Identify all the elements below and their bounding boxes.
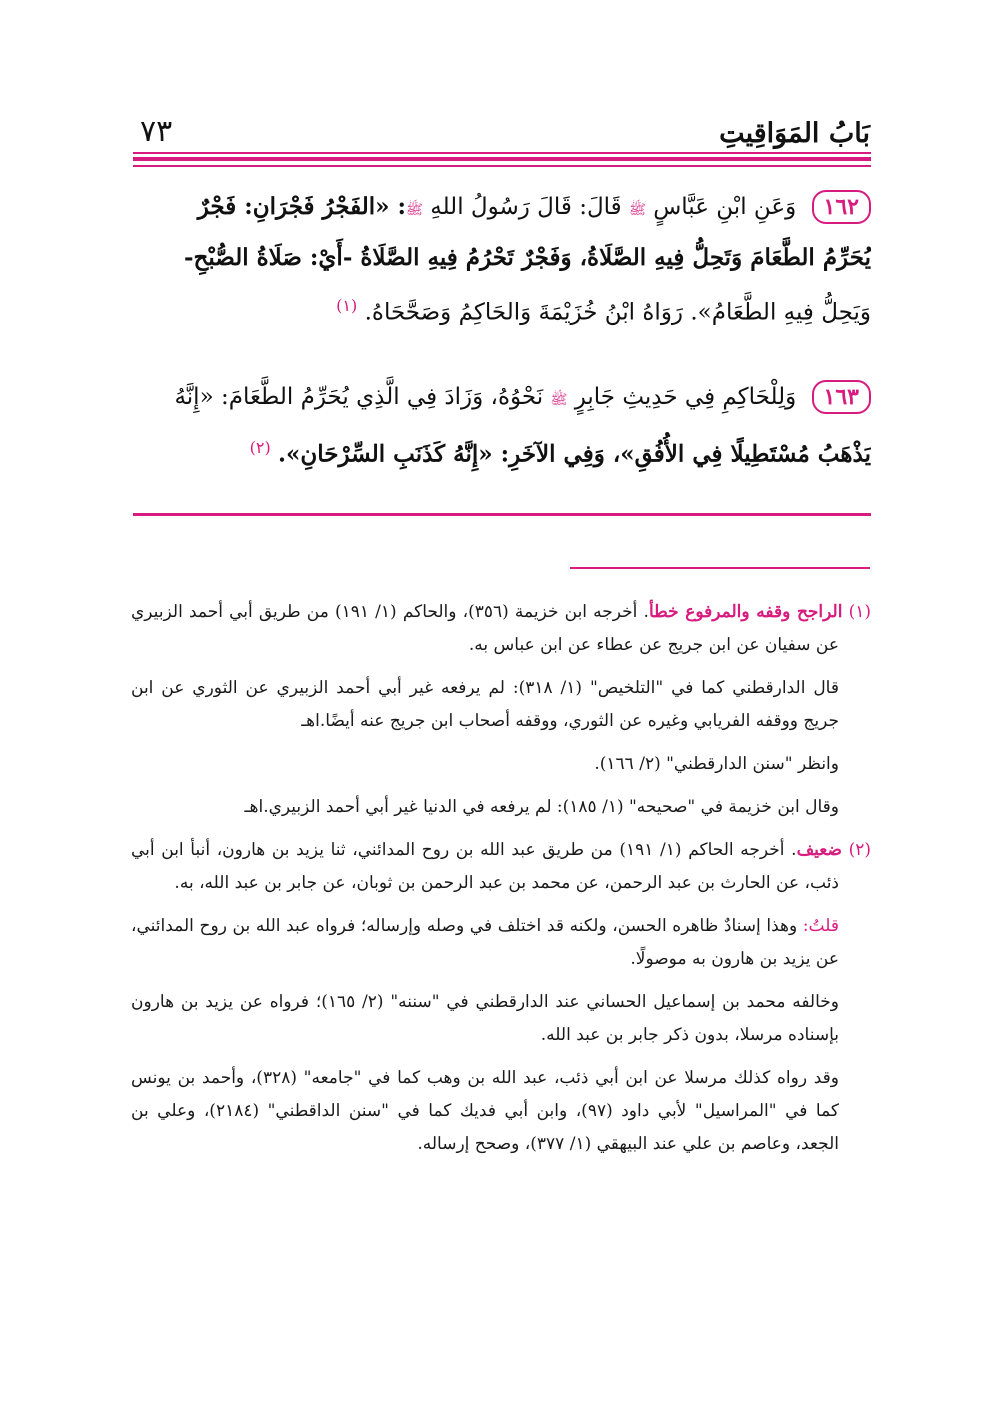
section-rule [133,513,871,516]
honorific-icon: ﷺ [550,392,568,408]
hadith-number-badge: ١٦٣ [812,380,871,414]
hadith-number-badge: ١٦٢ [812,190,871,224]
hadith-162 [133,183,871,337]
hadith-162-line-2: يُحَرِّمُ الطَّعَامَ وَتَحِلُّ فِيهِ الصَّلَاةُ، وَفَجْرٌ تَحْرُمُ فِيهِ الصَّلَاةُ -أَيْ: صَلَاةُ الصُّبْحِ- [183,244,871,271]
footnote-2-number: (٢) [848,840,871,860]
header-rule-bottom [133,165,871,167]
footnote-2-verdict: ضعيف [796,840,842,860]
header-rule-top [133,152,871,154]
hadith-text: قَالَ: قَالَ رَسُولُ اللهِ [430,194,622,220]
page-number: ٧٣ [140,114,173,149]
footnote-2-para-4: وقد رواه كذلك مرسلا عن ابن أبي ذئب، عبد الله بن وهب كما في "جامعه" (٣٢٨)، وأحمد بن يونس كما في "المراسيل" لأبي داود (٩٧)، وابن أبي فديك كما في "سنن الداقطني" (٢١٨٤)، وعلي بن الجعد، وعاصم بن علي عند البيهقي (١/ ٣٧٧)، وصحح إرساله. [131,1068,839,1154]
footnote-ref-2[interactable]: (٢) [249,438,271,457]
hadith-162-line-3 [133,282,871,337]
honorific-prophet-icon: ﷺ [406,202,423,218]
footnote-1-para-3: وانظر "سنن الدارقطني" (٢/ ١٦٦). [594,754,839,774]
footnote-1 [131,596,871,662]
footnote-2-text: . أخرجه الحاكم (١/ ١٩١) من طريق عبد الله بن روح المدائني، ثنا يزيد بن هارون، أنبأ ابن أبي ذئب، عن الحارث بن عبد الرحمن، عن محمد بن عبد الرحمن بن ثوبان، عن جابر بن عبد الله، به. [131,840,839,893]
hadith-162-line-1 [133,183,871,234]
hadith-text: وَلِلْحَاكِمِ فِي حَدِيثِ جَابِرٍ [574,384,797,410]
footnote-2 [131,834,871,900]
footnote-separator [570,567,870,569]
hadith-text-bold: : «الفَجْرُ فَجْرَانِ: فَجْرٌ [197,193,406,220]
footnotes [131,596,871,1171]
footnote-1-verdict: الراجح وقفه والمرفوع خطأ [648,602,843,622]
hadith-text-bold: يَذْهَبُ مُسْتَطِيلًا فِي الأُفُقِ»، وَفِي الآخَرِ: «إِنَّهُ كَذَنَبِ السِّرْحَانِ». [278,440,871,468]
hadith-text: وَيَحِلُّ فِيهِ الطَّعَامُ». رَوَاهُ ابْنُ خُزَيْمَةَ وَالحَاكِمُ وَصَحَّحَاهُ. [364,299,871,326]
hadith-163-line-2 [133,424,871,479]
honorific-icon: ﷺ [628,202,646,218]
header-rule-middle [133,157,871,161]
footnote-ref-1[interactable]: (١) [336,296,358,315]
footnote-1-para-4: وقال ابن خزيمة في "صحيحه" (١/ ١٨٥): لم يرفعه في الدنيا غير أبي أحمد الزبيري.اهـ [244,797,839,817]
hadith-163-line-1 [133,373,871,424]
footnote-1-number: (١) [848,602,871,622]
footnote-1-text: . أخرجه ابن خزيمة (٣٥٦)، والحاكم (١/ ١٩١) من طريق أبي أحمد الزبيري عن سفيان عن ابن جريج عن عطاء عن ابن عباس به. [131,602,839,655]
hadith-text: وَعَنِ ابْنِ عَبَّاسٍ [653,194,797,220]
footnote-2-para-2 [131,910,871,976]
chapter-title: بَابُ المَوَاقِيتِ [719,118,870,149]
footnote-2-para-2-text: وهذا إسنادٌ ظاهره الحسن، ولكنه قد اختلف في وصله وإرساله؛ فرواه عبد الله بن روح المدائني، عن يزيد بن هارون به موصولًا. [131,916,839,969]
hadith-text: نَحْوُهُ، وَزَادَ فِي الَّذِي يُحَرِّمُ الطَّعَامَ: «إِنَّهُ [174,384,544,410]
footnote-2-para-3: وخالفه محمد بن إسماعيل الحساني عند الدارقطني في "سننه" (٢/ ١٦٥)؛ فرواه عن يزيد بن هارون بإسناده مرسلا، بدون ذكر جابر بن عبد الله. [131,992,839,1045]
footnote-1-para-2: قال الدارقطني كما في "التلخيص" (١/ ٣١٨): لم يرفعه غير أبي أحمد الزبيري عن الثوري عن ابن جريج ووقفه الفريابي وغيره عن الثوري، ووقفه أصحاب ابن جريج عنه أيضًا.اهـ [131,678,839,731]
hadith-163 [133,373,871,479]
qult-label: قلتُ: [802,916,839,936]
